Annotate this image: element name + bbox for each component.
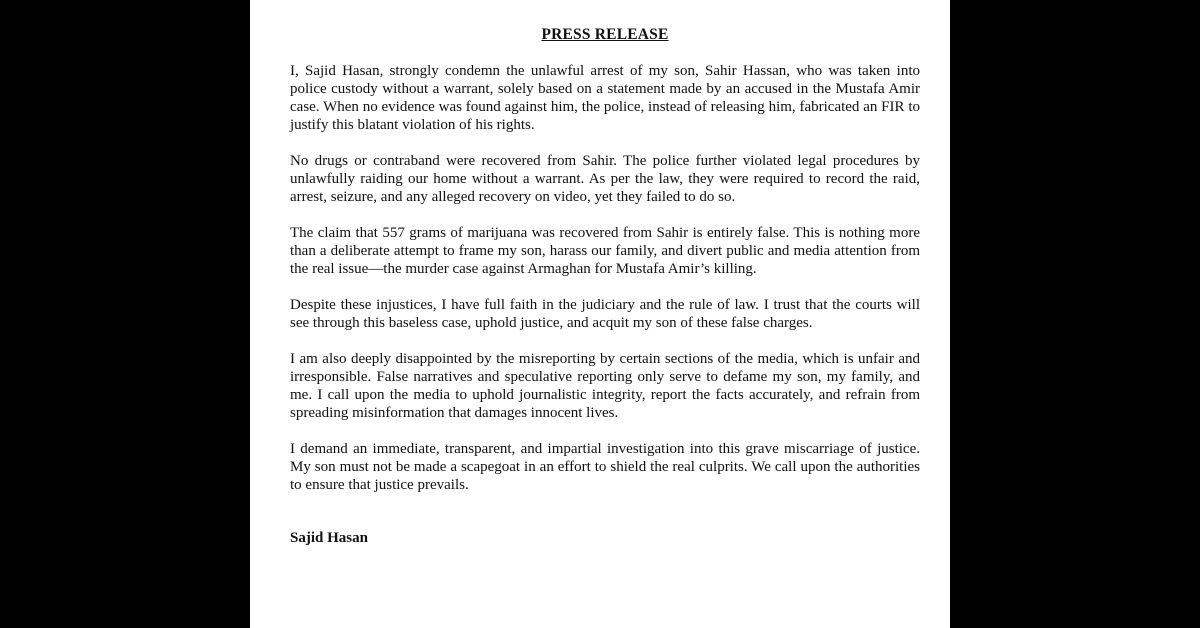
document-body [290, 26, 920, 547]
signature-name: Sajid Hasan [290, 530, 368, 546]
paragraph-5: I am also deeply disappointed by the misreporting by certain sections of the media, which is unfair and irresponsible. False narratives and speculative reporting only serve to defame my son, my family, and me. I call upon the media to uphold journalistic integrity, report the facts accurately, and refrain from spreading misinformation that damages innocent lives. [290, 351, 920, 421]
paragraph-6: I demand an immediate, transparent, and impartial investigation into this grave miscarriage of justice. My son must not be made a scapegoat in an effort to shield the real culprits. We call upon the authorities to ensure that justice prevails. [290, 441, 920, 493]
paragraph-4: Despite these injustices, I have full faith in the judiciary and the rule of law. I trust that the courts will see through this baseless case, uphold justice, and acquit my son of these false charges. [290, 297, 920, 331]
paragraph-3: The claim that 557 grams of marijuana was recovered from Sahir is entirely false. This is nothing more than a deliberate attempt to frame my son, harass our family, and divert public and media attention from the real issue—the murder case against Armaghan for Mustafa Amir’s killing. [290, 225, 920, 277]
press-release-page [250, 0, 950, 628]
paragraph-1: I, Sajid Hasan, strongly condemn the unlawful arrest of my son, Sahir Hassan, who was taken into police custody without a warrant, solely based on a statement made by an accused in the Mustafa Amir case. When no evidence was found against him, the police, instead of releasing him, fabricated an FIR to justify this blatant violation of his rights. [290, 63, 920, 133]
document-title: PRESS RELEASE [541, 26, 669, 43]
paragraph-2: No drugs or contraband were recovered from Sahir. The police further violated legal procedures by unlawfully raiding our home without a warrant. As per the law, they were required to record the raid, arrest, seizure, and any alleged recovery on video, yet they failed to do so. [290, 153, 920, 205]
